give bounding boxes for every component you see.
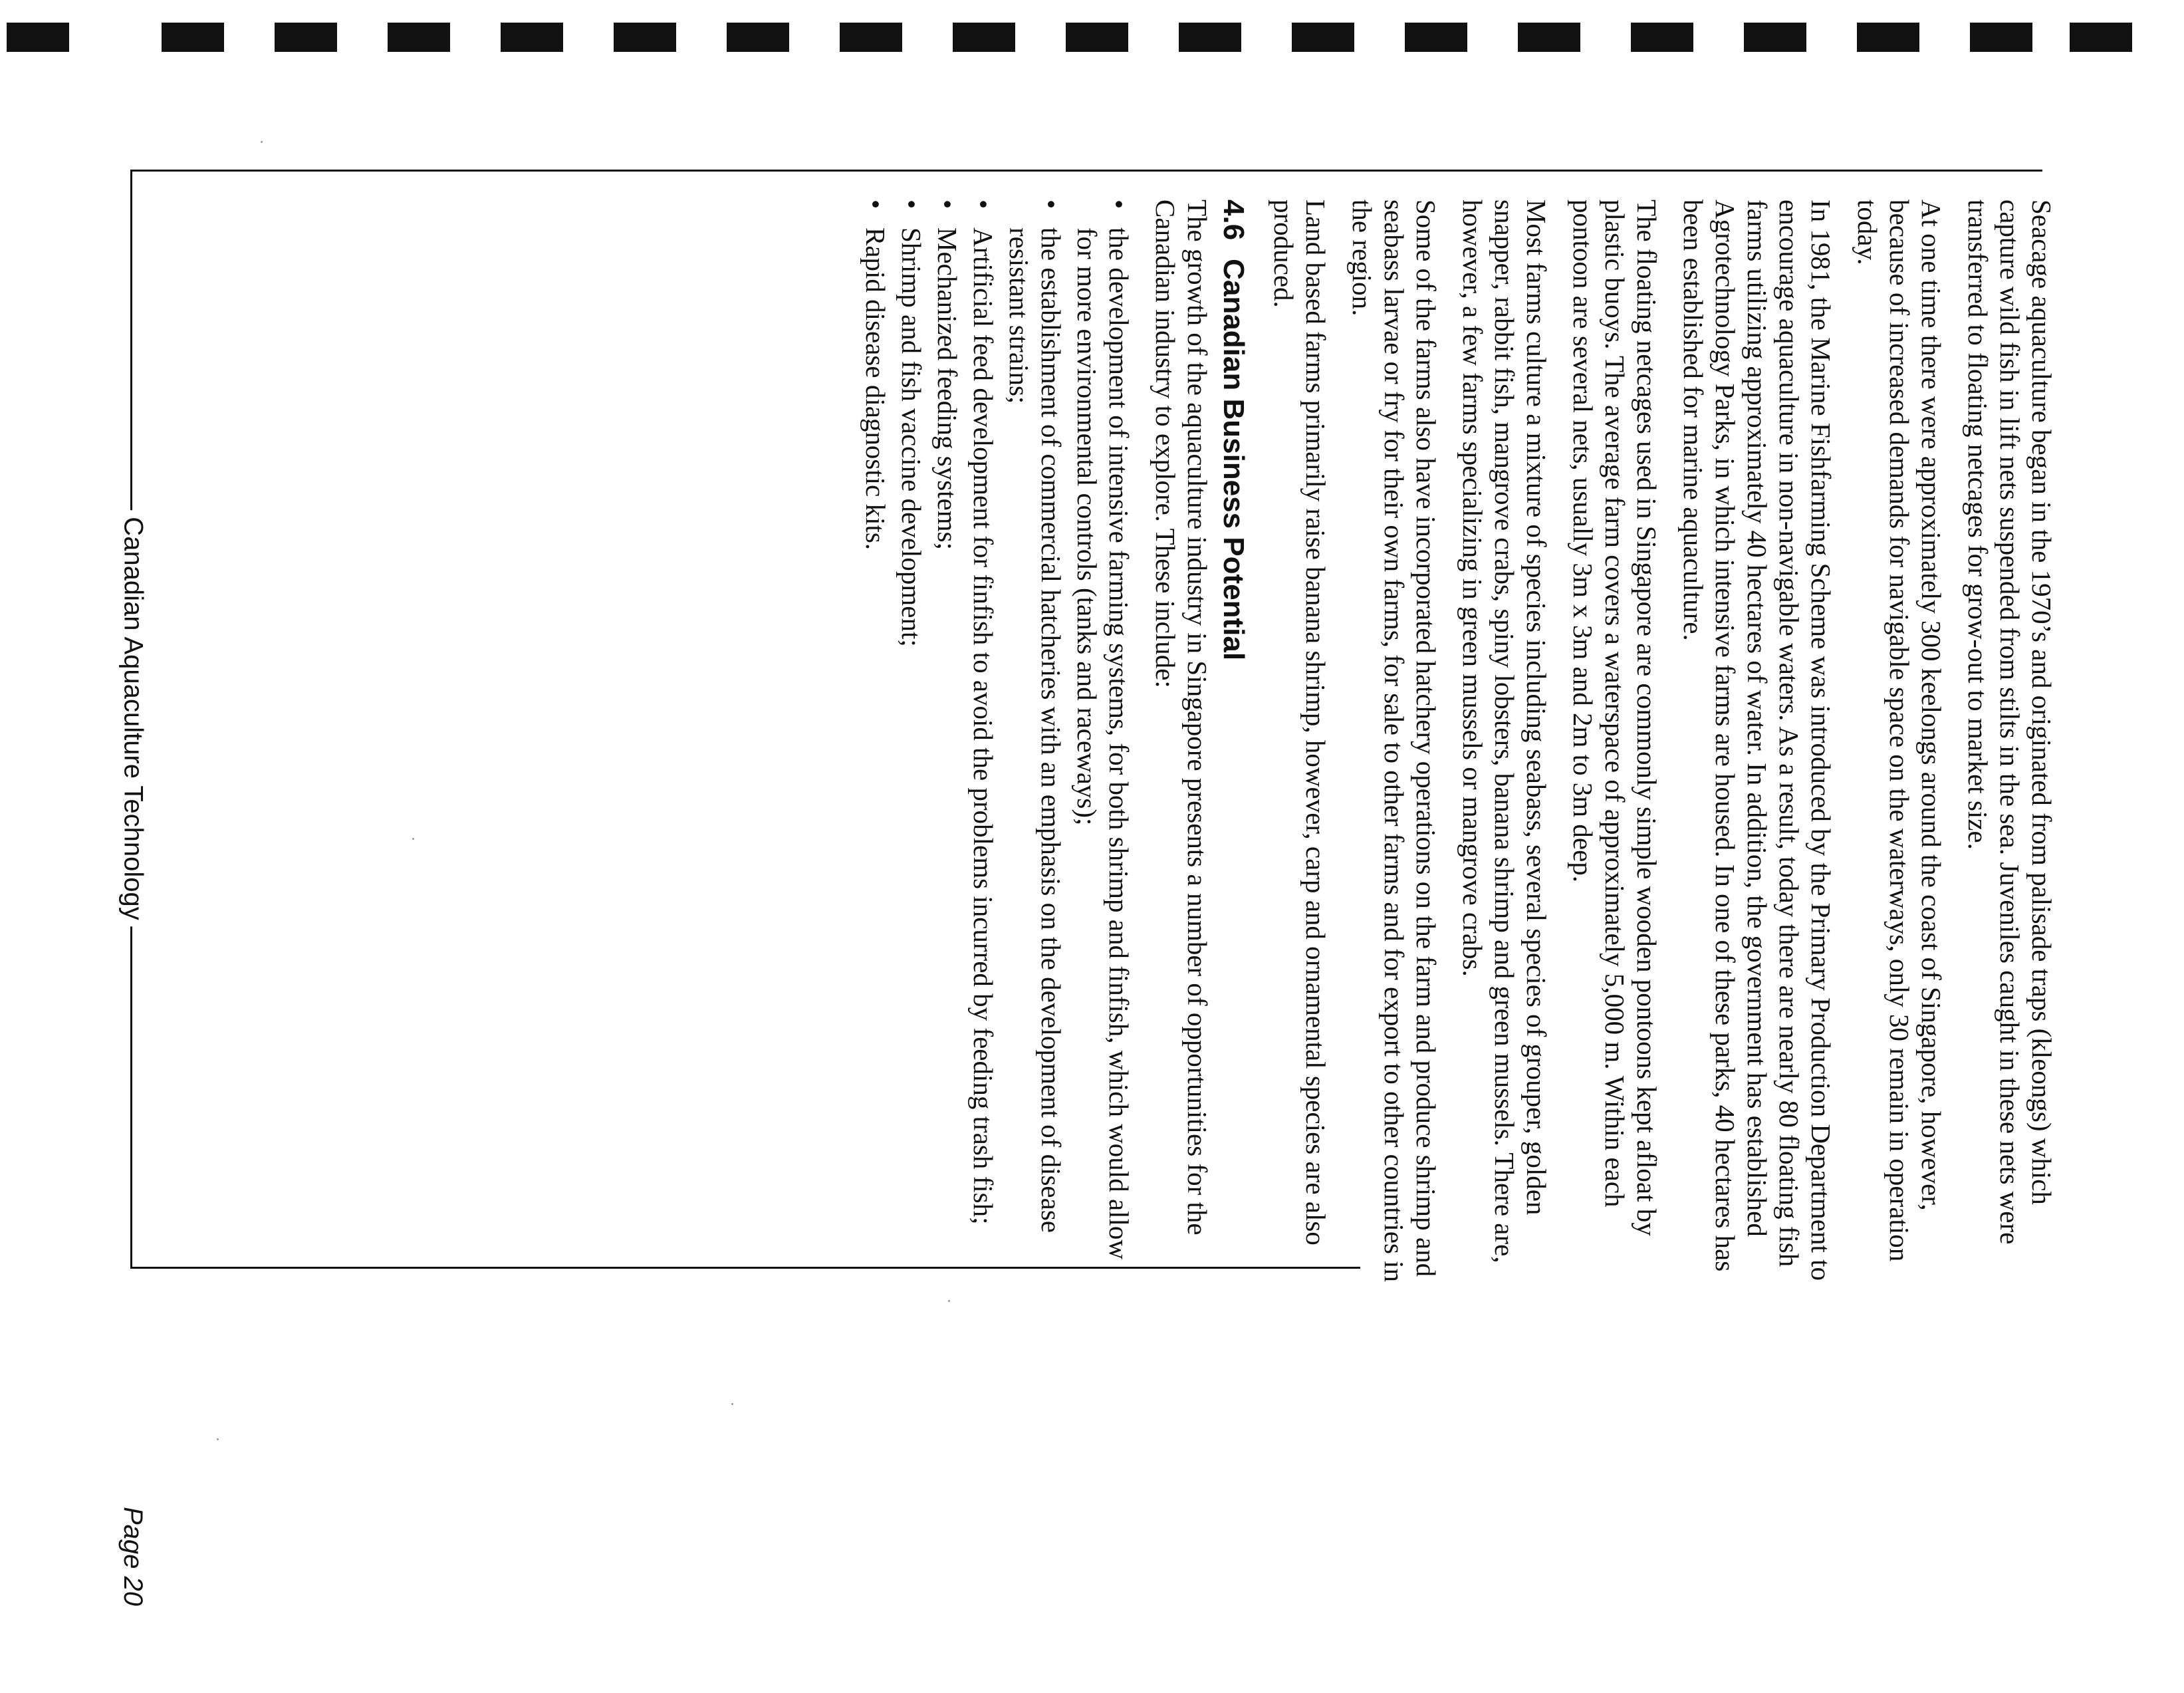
scan-speck [217,1438,219,1440]
list-item: • Rapid disease diagnostic kits. [860,199,892,1290]
binding-marks [0,0,2184,66]
section-title: Canadian Business Potential [1217,259,1250,661]
section-intro: The growth of the aquaculture industry in Singapore presents a number of opportunities for the Canadian industry to explore. These include: [1150,199,1213,1236]
binding-mark [7,23,69,52]
paragraph: In 1981, the Marine Fishfarming Scheme was introduced by the Primary Production Department to encourage aquaculture in non-navigable waters. As a result, today there are nearly 80 floating fish farms utilizing approximately 40 hectares of water. In addition, the government has established Agrotechnology Parks, in which intensive farms are housed. In one of these parks, 40 hectares has been established for marine aquaculture. [1678,199,1836,1281]
binding-mark [614,23,676,52]
paragraph: At one time there were approximately 300 keelongs around the coast of Singapore, however, because of increased demands for navigable space on the waterways, only 30 remain in operation today. [1852,199,1947,1262]
scan-speck [731,1403,733,1405]
binding-mark [162,23,224,52]
list-item: • the development of intensive farming systems, for both shrimp and finfish, which would allow for more environmental controls (tanks and raceways); [1071,199,1135,1290]
binding-mark [1405,23,1467,52]
list-item: • Artificial feed development for finfish to avoid the problems incurred by feeding trash fish; [967,199,999,1290]
binding-mark [1518,23,1580,52]
running-footer [120,479,146,958]
binding-mark [727,23,789,52]
paragraph: Seacage aquaculture began in the 1970’s and originated from palisade traps (kleongs) which capture wild fish in lift nets suspended from stilts in the sea. Juveniles caught in these nets were transferred to floating netcages for grow-out to market size. [1963,199,2057,1245]
binding-mark [501,23,563,52]
frame-rule-top [130,170,2042,172]
binding-mark [1970,23,2032,52]
binding-mark [1292,23,1354,52]
list-item: • Shrimp and fish vaccine development; [896,199,927,1290]
binding-mark [1066,23,1128,52]
scan-speck [948,1300,950,1302]
scan-speck [261,141,263,143]
paragraph: Most farms culture a mixture of species including seabass, several species of grouper, golden snapper, rabbit fish, mangrove crabs, spiny lobsters, banana shrimp and green mussels. There are, however, a few farms specializing in green mussels or mangrove crabs. [1457,199,1552,1263]
binding-mark [275,23,337,52]
binding-mark [953,23,1015,52]
binding-mark [1179,23,1241,52]
binding-mark [2070,23,2132,52]
running-title: Canadian Aquaculture Technology [118,510,148,926]
opportunity-list [860,199,1135,1290]
list-item: • the establishment of commercial hatcheries with an emphasis on the development of disease resistant strains; [1003,199,1067,1290]
paragraph: Some of the farms also have incorporated hatchery operations on the farm and produce shrimp and seabass larvae or fry for their own farms, for sale to other farms and for export to other countries in the region. [1347,199,1441,1283]
binding-mark [1631,23,1693,52]
list-item: • Mechanized feeding systems; [931,199,963,1290]
binding-mark [1744,23,1806,52]
paragraph: The floating netcages used in Singapore are commonly simple wooden pontoons kept afloat by plastic buoys. The average farm covers a waterspace of approximately 5,000 m. Within each pontoon are several nets, usually 3m x 3m and 2m to 3m deep. [1568,199,1662,1236]
binding-mark [840,23,902,52]
scan-speck [412,838,414,840]
page-label: Page 20 [118,1506,148,1606]
paragraph: Land based farms primarily raise banana shrimp, however, carp and ornamental species are also produced. [1269,199,1331,1245]
section-number: 4.6 [1217,199,1250,241]
binding-mark [1857,23,1919,52]
document-body [856,199,2058,1290]
section-heading [1216,199,1251,1290]
page-number [113,1496,153,1616]
binding-mark [388,23,450,52]
